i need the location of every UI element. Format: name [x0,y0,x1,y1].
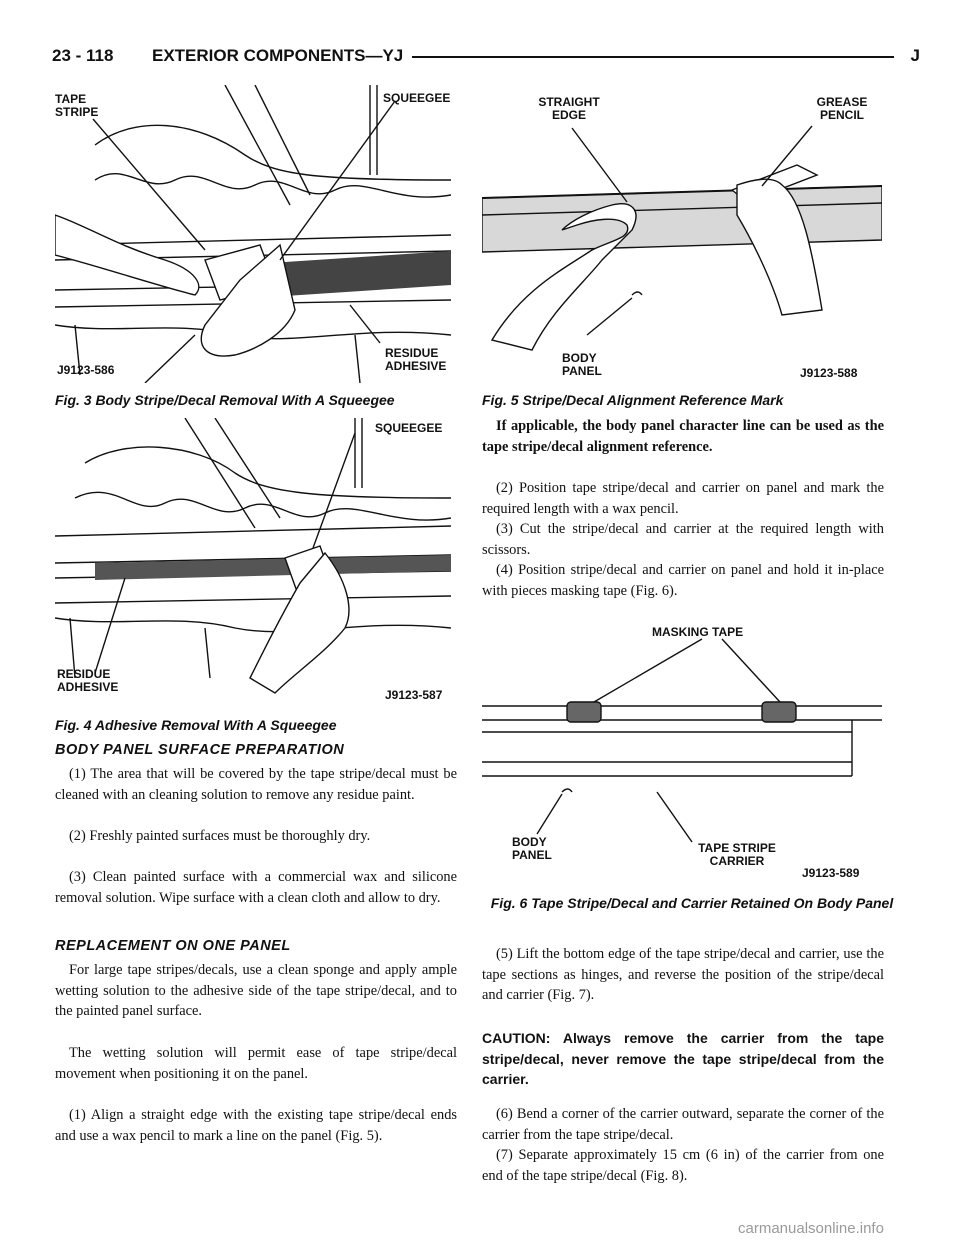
section-title: EXTERIOR COMPONENTS—YJ [152,46,404,65]
heading-replacement-one-panel: REPLACEMENT ON ONE PANEL [55,938,291,954]
header-rule [412,56,894,58]
fig5-label-grease-pencil: GREASE PENCIL [816,95,868,122]
fig6-label-tape-stripe-carrier: TAPE STRIPE CARRIER [698,841,776,868]
step-5: (5) Lift the bottom edge of the tape stripe/decal and carrier, use the tape sections as hinges, and reverse the position of the stripe/decal and carrier (Fig. 7). [482,946,884,1003]
fig4-caption: Fig. 4 Adhesive Removal With A Squeegee [55,717,337,733]
fig5-code: J9123-588 [800,366,858,380]
fig3-label-tape-stripe: TAPE STRIPE [55,92,99,119]
step-6: (6) Bend a corner of the carrier outward, separate the corner of the carrier from the tape stripe/decal. [482,1106,884,1143]
fig5-label-body-panel: BODY PANEL [562,351,602,378]
prep-step-2: (2) Freshly painted surfaces must be thoroughly dry. [69,828,371,844]
figure-4-illustration [55,418,451,708]
replace-para-3: (1) Align a straight edge with the existing tape stripe/decal ends and use a wax pencil to mark a line on the panel (Fig. 5). [55,1107,457,1144]
fig6-caption: Fig. 6 Tape Stripe/Decal and Carrier Retained On Body Panel [490,895,894,911]
fig3-caption: Fig. 3 Body Stripe/Decal Removal With A Squeegee [55,392,395,408]
step-2: (2) Position tape stripe/decal and carrier on panel and mark the required length with a wax pencil. [482,480,884,517]
figure-3-illustration [55,85,451,383]
fig6-label-body-panel: BODY PANEL [512,835,552,862]
step-4: (4) Position stripe/decal and carrier on panel and hold it in-place with pieces masking tape (Fig. 6). [482,562,884,599]
fig5-label-straight-edge: STRAIGHT EDGE [538,95,600,122]
fig6-code: J9123-589 [802,866,860,880]
header-marker: J [910,46,920,65]
figure-6-illustration [482,624,882,886]
figure-5-illustration [482,90,882,384]
fig4-code: J9123-587 [385,688,443,702]
fig3-code: J9123-586 [57,363,115,377]
step-3: (3) Cut the stripe/decal and carrier at the required length with scissors. [482,521,884,558]
watermark: carmanualsonline.info [738,1220,884,1237]
fig3-drawing [55,85,451,383]
page-header [52,46,920,72]
fig5-caption: Fig. 5 Stripe/Decal Alignment Reference Mark [482,392,784,408]
prep-step-3: (3) Clean painted surface with a commercial wax and silicone removal solution. Wipe surface with a clean cloth and allow to dry. [55,869,457,906]
page-number: 23 - 118 [52,46,114,65]
character-line-note: If applicable, the body panel character line can be used as the tape stripe/decal alignment reference. [482,418,884,455]
replace-para-1: For large tape stripes/decals, use a clean sponge and apply ample wetting solution to the adhesive side of the tape stripe/decal, and to the painted panel surface. [55,962,457,1019]
fig6-label-masking-tape: MASKING TAPE [652,625,744,639]
fig4-drawing [55,418,451,708]
fig5-drawing [482,90,882,384]
fig3-label-residue-adhesive: RESIDUE ADHESIVE [385,346,447,373]
replace-para-2: The wetting solution will permit ease of tape stripe/decal movement when positioning it on the panel. [55,1045,457,1082]
caution-note: CAUTION: Always remove the carrier from the tape stripe/decal, never remove the tape stripe/decal from the carrier. [482,1030,884,1087]
fig3-label-squeegee: SQUEEGEE [383,91,451,105]
heading-surface-preparation: BODY PANEL SURFACE PREPARATION [55,742,345,758]
prep-step-1: (1) The area that will be covered by the tape stripe/decal must be cleaned with an cleaning solution to remove any residue paint. [55,766,457,803]
fig4-label-squeegee: SQUEEGEE [375,421,443,435]
fig4-label-residue-adhesive: RESIDUE ADHESIVE [57,667,119,694]
step-7: (7) Separate approximately 15 cm (6 in) of the carrier from one end of the tape stripe/decal (Fig. 8). [482,1147,884,1184]
